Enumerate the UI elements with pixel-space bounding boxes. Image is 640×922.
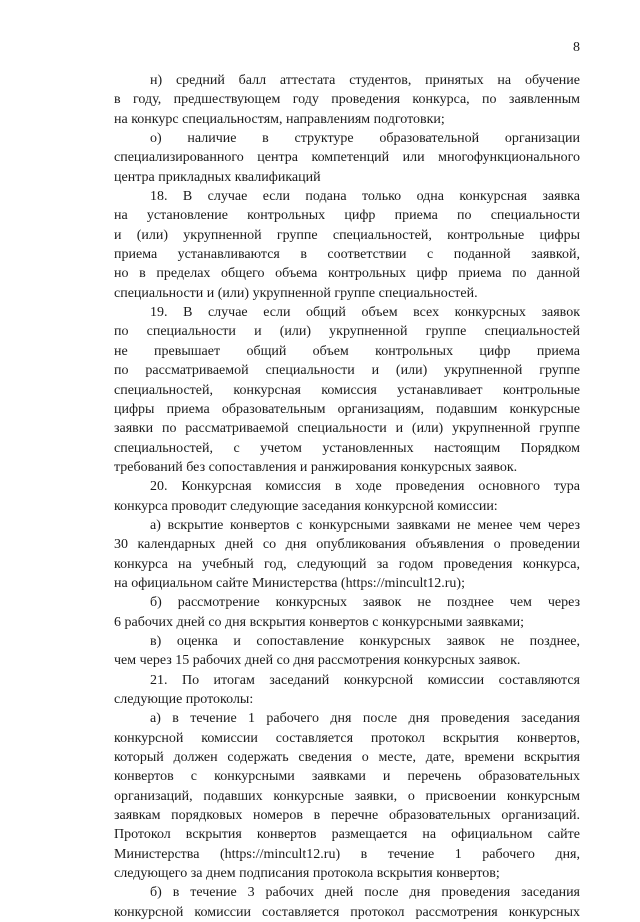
text-line: приема устанавливаются в соответствии с поданной заявкой, [114, 247, 580, 263]
text-line: специальности и (или) укрупненной группе специальностей. [114, 285, 478, 301]
page-number: 8 [573, 40, 580, 55]
text-line: на официальном сайте Министерства (https://mincult12.ru); [114, 575, 465, 591]
text-line: организаций, подавших конкурсные заявки, о присвоении конкурсным [114, 788, 580, 804]
text-line: заявкам порядковых номеров в перечне образовательных организаций. [114, 808, 580, 824]
text-line: на установление контрольных цифр приема по специальности [114, 208, 580, 224]
text-line: б) рассмотрение конкурсных заявок не позднее чем через [150, 595, 580, 611]
text-line: не превышает общий объем контрольных цифр приема [114, 343, 580, 359]
text-line: Протокол вскрытия конвертов размещается на официальном сайте [114, 827, 580, 843]
text-line: специальностей, с учетом установленных настоящим Порядком [114, 440, 580, 456]
text-line: специализированного центра компетенций или многофункционального [114, 150, 580, 166]
text-line: о) наличие в структуре образовательной организации [150, 131, 580, 147]
text-line: конкурсной комиссии составляется протокол вскрытия конвертов, [114, 730, 580, 746]
text-line: конкурса проводит следующие заседания конкурсной комиссии: [114, 498, 498, 514]
text-line: цифры приема образовательным организациям, подавшим конкурсные [114, 401, 580, 417]
text-line: специальностей, конкурсная комиссия устанавливает контрольные [114, 382, 580, 398]
text-line: который должен содержать сведения о месте, дате, времени вскрытия [114, 750, 580, 766]
text-line: чем через 15 рабочих дней со дня рассмотрения конкурсных заявок. [114, 653, 521, 669]
text-line: конкурсной комиссии составляется протокол рассмотрения конкурсных [114, 904, 580, 920]
text-line: заявки по рассматриваемой специальности и (или) укрупненной группе [114, 421, 580, 437]
text-line: и (или) укрупненной группе специальностей, контрольные цифры [114, 227, 580, 243]
text-line: 20. Конкурсная комиссия в ходе проведения основного тура [150, 479, 580, 495]
text-line: в году, предшествующем году проведения конкурса, по заявленным [114, 92, 580, 108]
text-line: следующие протоколы: [114, 692, 254, 707]
text-line: 30 календарных дней со дня опубликования объявления о проведении [114, 537, 580, 553]
text-line: центра прикладных квалификаций [114, 169, 321, 185]
document-body [114, 71, 580, 922]
text-line: в) оценка и сопоставление конкурсных заявок не позднее, [150, 633, 580, 649]
text-line: б) в течение 3 рабочих дней после дня проведения заседания [150, 885, 580, 901]
text-line: а) в течение 1 рабочего дня после дня проведения заседания [150, 711, 580, 727]
text-line: конкурса на учебный год, следующий за годом проведения конкурса, [114, 556, 580, 572]
text-line: но в пределах общего объема контрольных цифр приема по данной [114, 266, 580, 282]
text-line: н) средний балл аттестата студентов, принятых на обучение [150, 73, 580, 88]
text-line: на конкурс специальностям, направлениям подготовки; [114, 111, 445, 127]
text-line: 6 рабочих дней со дня вскрытия конвертов с конкурсными заявками; [114, 614, 524, 630]
text-line: по рассматриваемой специальности и (или) укрупненной группе [114, 363, 580, 379]
text-line: а) вскрытие конвертов с конкурсными заявками не менее чем через [150, 517, 580, 533]
text-line: по специальности и (или) укрупненной группе специальностей [114, 324, 580, 340]
text-line: следующего за днем подписания протокола вскрытия конвертов; [114, 866, 500, 882]
text-line: конвертов с конкурсными заявками и перечень образовательных [114, 769, 580, 785]
text-line: Министерства (https://mincult12.ru) в течение 1 рабочего дня, [114, 846, 580, 862]
text-line: 21. По итогам заседаний конкурсной комиссии составляются [150, 672, 580, 688]
text-line: требований без сопоставления и ранжирования конкурсных заявок. [114, 459, 518, 475]
text-line: 19. В случае если общий объем всех конкурсных заявок [150, 305, 580, 321]
text-line: 18. В случае если подана только одна конкурсная заявка [150, 189, 580, 205]
